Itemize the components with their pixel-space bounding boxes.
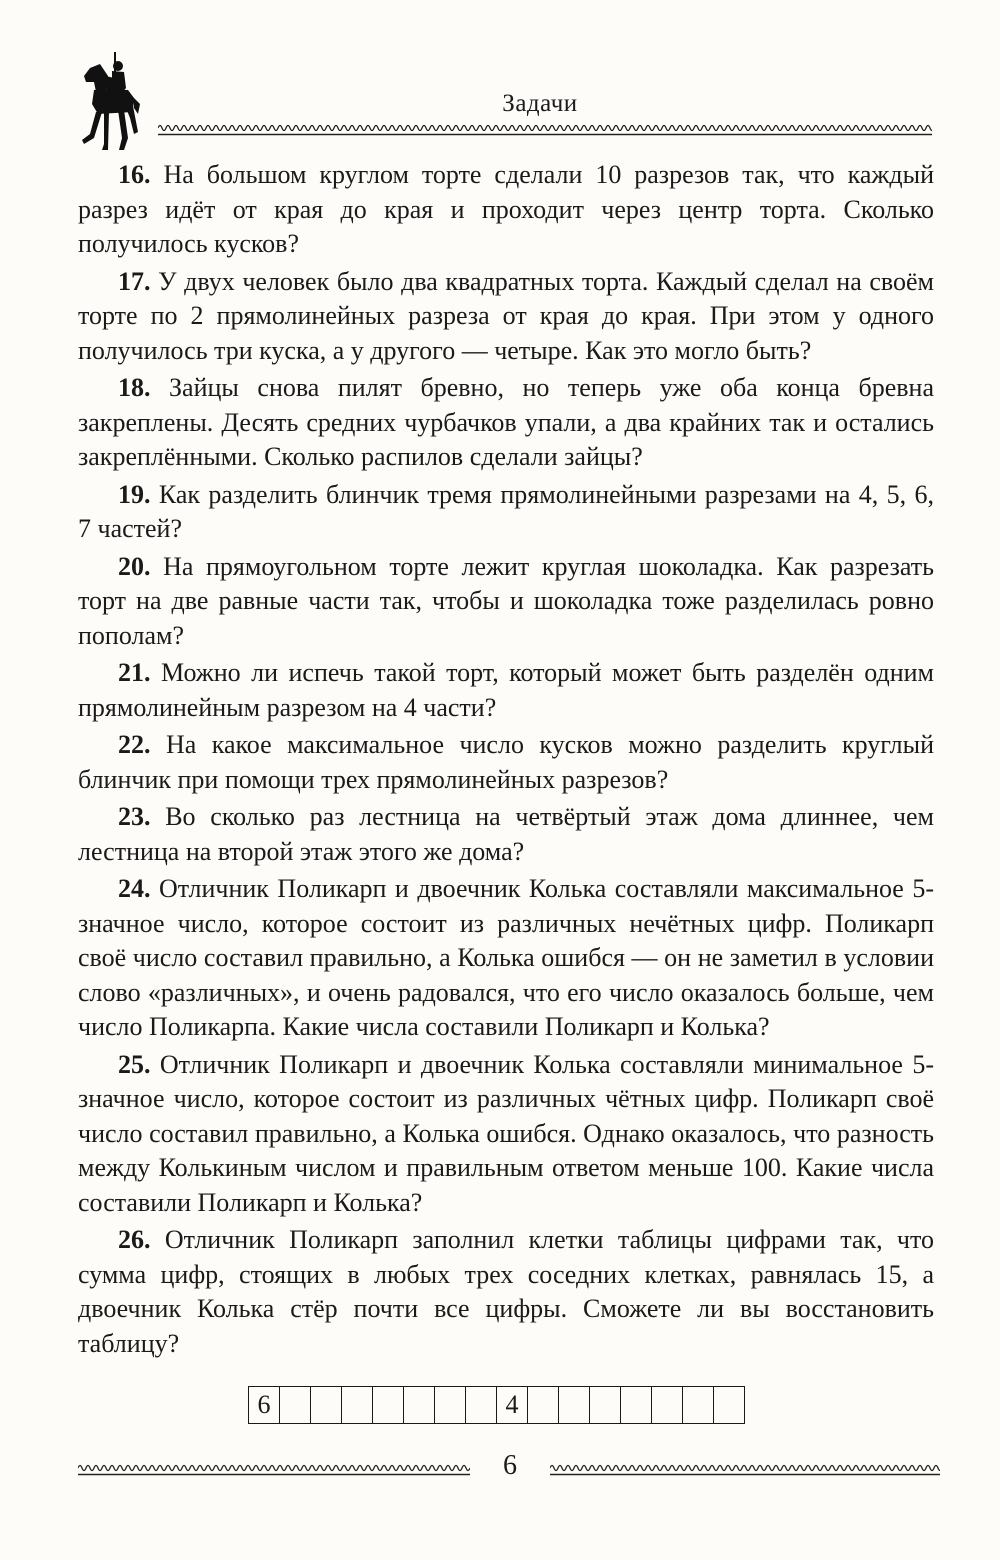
table-cell [652,1387,683,1424]
footer-divider-right-ornament [550,1462,940,1476]
knight-logo-icon [78,52,140,154]
problem-number: 24. [118,874,151,903]
problem-21 [78,656,934,725]
problem-text: У двух человек было два квадратных торта. Каждый сделал на своём торте по 2 прямолинейных разреза от края до края. При этом у одного получилось три куска, а у другого — четыре. Как это могло быть? [78,266,934,365]
problem-text: Отличник Поликарп заполнил клетки таблицы цифрами так, что сумма цифр, стоящих в любых трех соседних клетках, равнялась 15, а двоечник Колька стёр почти все цифры. Сможете ли вы восстановить таблицу? [78,1225,934,1358]
table-cell [528,1387,559,1424]
table-cell [559,1387,590,1424]
table-cell [342,1387,373,1424]
problem-18 [78,371,934,475]
problem-20 [78,550,934,654]
problem-text: Как разделить блинчик тремя прямолинейными разрезами на 4, 5, 6, 7 частей? [78,479,934,543]
page-number: 6 [503,1450,517,1481]
problem-number: 25. [118,1049,151,1079]
problem-17 [78,265,934,369]
problem-text: На большом круглом торте сделали 10 разрезов так, что каждый разрез идёт от края до края и проходит через центр торта. Сколько получилось кусков? [78,160,934,258]
table-cell [683,1387,714,1424]
problem-25 [78,1048,934,1221]
problem-text: Во сколько раз лестница на четвёртый этаж дома длиннее, чем лестница на второй этаж этого же дома? [78,802,934,866]
problem-text: Отличник Поликарп и двоечник Колька составляли минимальное 5-значное число, которое состоит из различных чётных цифр. Поликарп своё число составил правильно, а Колька ошибся. Однако оказалось, что разность между Колькиным числом и правильным ответом меньше 100. Какие числа составили Поликарп и Колька? [78,1049,934,1217]
problem-text: На прямоугольном торте лежит круглая шоколадка. Как разрезать торт на две равные части так, чтобы и шоколадка тоже разделилась ровно пополам? [78,551,934,650]
table-cell [466,1387,497,1424]
table-row [249,1387,745,1424]
problem-24 [78,872,934,1045]
header-divider-ornament [158,122,932,136]
problem-16 [78,158,934,262]
problem-19 [78,478,934,547]
problem-number: 17. [118,266,151,296]
problem-number: 16. [118,160,151,189]
problem-text: Зайцы снова пилят бревно, но теперь уже оба конца бревна закреплены. Десять средних чурбачков упали, а два крайних так и остались закреплёнными. Сколько распилов сделали зайцы? [78,373,934,471]
problem-22 [78,728,934,797]
problem-number: 23. [118,802,151,831]
table-cell: 6 [249,1387,280,1424]
problem-number: 22. [118,730,151,759]
problem-text: Отличник Поликарп и двоечник Колька составляли максимальное 5-значное число, которое состоит из различных нечётных цифр. Поликарп своё число составил правильно, а Колька ошибся — он не заметил в условии слово «различных», и очень радовался, что его число оказалось больше, чем число Поликарпа. Какие числа составили Поликарп и Колька? [78,874,934,1041]
table-cell [714,1387,745,1424]
problem-23 [78,800,934,869]
table-cell [373,1387,404,1424]
table-cell [435,1387,466,1424]
problem-number: 21. [118,658,151,687]
problems-list [78,158,934,1364]
table-cell [280,1387,311,1424]
problem-number: 20. [118,551,151,581]
problem-number: 18. [118,373,151,402]
footer-divider-left-ornament [78,1462,470,1476]
table-cell: 4 [497,1387,528,1424]
problem-26 [78,1223,934,1361]
problem-number: 26. [118,1225,151,1254]
page-header-title: Задачи [502,90,578,117]
table-cell [590,1387,621,1424]
problem-text: На какое максимальное число кусков можно разделить круглый блинчик при помощи трех прямолинейных разрезов? [78,730,934,794]
problem-number: 19. [118,479,151,509]
table-cell [404,1387,435,1424]
table-cell [311,1387,342,1424]
problem-text: Можно ли испечь такой торт, который может быть разделён одним прямолинейным разрезом на 4 части? [78,658,934,722]
digit-table [248,1386,745,1424]
table-cell [621,1387,652,1424]
